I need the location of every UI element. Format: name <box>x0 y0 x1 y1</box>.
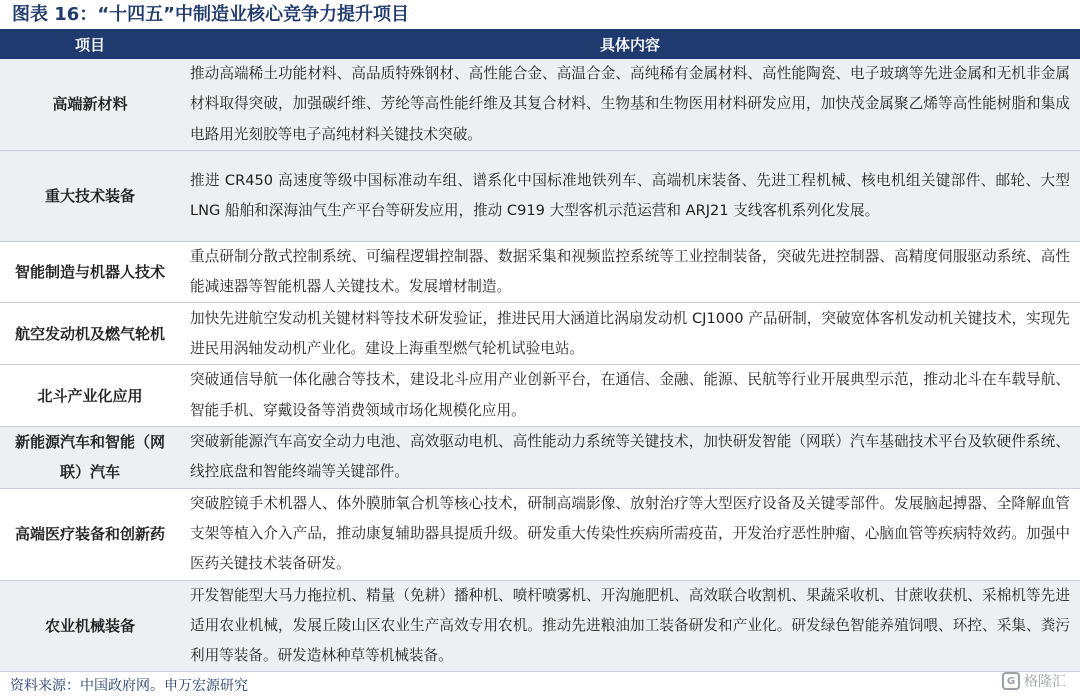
content-table <box>0 29 1080 672</box>
row-item: 智能制造与机器人技术 <box>0 241 180 303</box>
watermark-text: 格隆汇 <box>1024 674 1066 690</box>
table-row <box>0 488 1080 580</box>
table-row <box>0 427 1080 489</box>
watermark-logo-icon: G <box>1002 672 1020 690</box>
row-item: 农业机械装备 <box>0 580 180 672</box>
table-row <box>0 59 1080 150</box>
row-item: 北斗产业化应用 <box>0 365 180 427</box>
table-row <box>0 580 1080 672</box>
content-table-wrapper <box>0 29 1080 672</box>
row-content: 突破新能源汽车高安全动力电池、高效驱动电机、高性能动力系统等关键技术，加快研发智能（网联）汽车基础技术平台及软硬件系统、线控底盘和智能终端等关键部件。 <box>180 427 1080 489</box>
header-item: 项目 <box>0 29 180 59</box>
figure-title: 图表 16：“十四五”中制造业核心竞争力提升项目 <box>12 4 409 25</box>
table-row <box>0 303 1080 365</box>
row-item: 重大技术装备 <box>0 150 180 241</box>
row-item: 高端新材料 <box>0 59 180 150</box>
row-content: 开发智能型大马力拖拉机、精量（免耕）播种机、喷杆喷雾机、开沟施肥机、高效联合收割机、果蔬采收机、甘蔗收获机、采棉机等先进适用农业机械，发展丘陵山区农业生产高效专用农机。推动先进粮油加工装备研发和产业化。研发绿色智能养殖饲喂、环控、采集、粪污利用等装备。研发造林种草等机械装备。 <box>180 580 1080 672</box>
row-content: 重点研制分散式控制系统、可编程逻辑控制器、数据采集和视频监控系统等工业控制装备，突破先进控制器、高精度伺服驱动系统、高性能减速器等智能机器人关键技术。发展增材制造。 <box>180 241 1080 303</box>
table-row <box>0 365 1080 427</box>
row-content: 推进 CR450 高速度等级中国标准动车组、谱系化中国标准地铁列车、高端机床装备、先进工程机械、核电机组关键部件、邮轮、大型 LNG 船舶和深海油气生产平台等研发应用，推动 C919 大型客机示范运营和 ARJ21 支线客机系列化发展。 <box>180 150 1080 241</box>
table-row <box>0 241 1080 303</box>
row-content: 突破腔镜手术机器人、体外膜肺氧合机等核心技术，研制高端影像、放射治疗等大型医疗设备及关键零部件。发展脑起搏器、全降解血管支架等植入介入产品，推动康复辅助器具提质升级。研发重大传染性疾病所需疫苗，开发治疗恶性肿瘤、心脑血管等疾病特效药。加强中医药关键技术装备研发。 <box>180 488 1080 580</box>
row-content: 加快先进航空发动机关键材料等技术研发验证，推进民用大涵道比涡扇发动机 CJ1000 产品研制，突破宽体客机发动机关键技术，实现先进民用涡轴发动机产业化。建设上海重型燃气轮机试验电站。 <box>180 303 1080 365</box>
table-header-row <box>0 29 1080 59</box>
row-content: 推动高端稀土功能材料、高品质特殊钢材、高性能合金、高温合金、高纯稀有金属材料、高性能陶瓷、电子玻璃等先进金属和无机非金属材料取得突破，加强碳纤维、芳纶等高性能纤维及其复合材料、生物基和生物医用材料研发应用，加快茂金属聚乙烯等高性能树脂和集成电路用光刻胶等电子高纯材料关键技术突破。 <box>180 59 1080 150</box>
source-note: 资料来源：中国政府网。申万宏源研究 <box>10 678 248 694</box>
header-content: 具体内容 <box>180 29 1080 59</box>
row-content: 突破通信导航一体化融合等技术，建设北斗应用产业创新平台，在通信、金融、能源、民航等行业开展典型示范，推动北斗在车载导航、智能手机、穿戴设备等消费领域市场化规模化应用。 <box>180 365 1080 427</box>
row-item: 新能源汽车和智能（网联）汽车 <box>0 427 180 489</box>
row-item: 高端医疗装备和创新药 <box>0 488 180 580</box>
watermark <box>1002 671 1066 691</box>
table-row <box>0 150 1080 241</box>
row-item: 航空发动机及燃气轮机 <box>0 303 180 365</box>
